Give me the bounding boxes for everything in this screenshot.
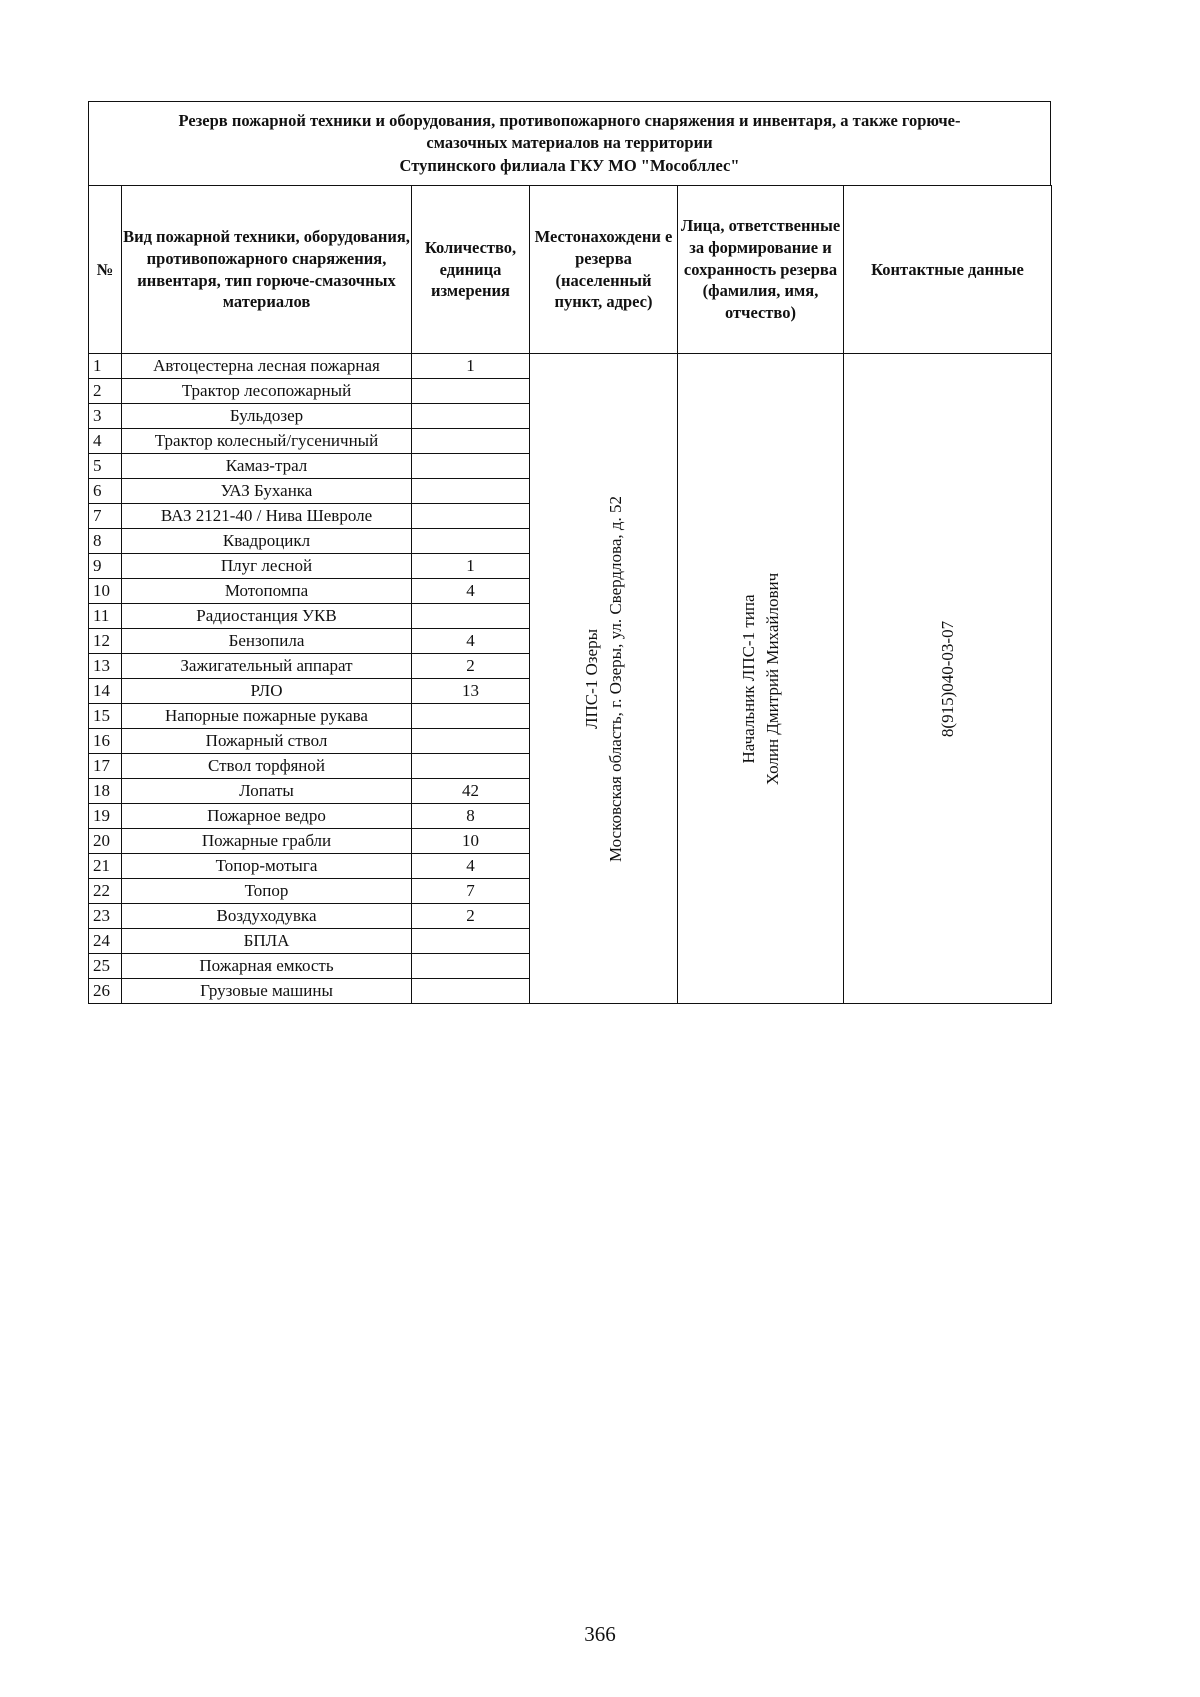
row-item: Ствол торфяной	[122, 754, 412, 779]
row-number: 6	[89, 479, 122, 504]
header-responsible: Лица, ответственные за формирование и сохранность резерва (фамилия, имя, отчество)	[678, 186, 844, 354]
row-number: 7	[89, 504, 122, 529]
row-item: ВАЗ 2121-40 / Нива Шевроле	[122, 504, 412, 529]
row-quantity	[412, 504, 530, 529]
row-item: Мотопомпа	[122, 579, 412, 604]
row-number: 26	[89, 979, 122, 1004]
row-item: Топор-мотыга	[122, 854, 412, 879]
row-number: 17	[89, 754, 122, 779]
row-quantity: 8	[412, 804, 530, 829]
row-number: 15	[89, 704, 122, 729]
row-item: Трактор лесопожарный	[122, 379, 412, 404]
location-line-1: ЛПС-1 Озеры	[581, 628, 601, 729]
row-quantity	[412, 429, 530, 454]
row-quantity	[412, 704, 530, 729]
row-quantity	[412, 479, 530, 504]
row-number: 10	[89, 579, 122, 604]
row-number: 19	[89, 804, 122, 829]
responsible-line-2: Холин Дмитрий Михайлович	[762, 572, 782, 785]
row-quantity	[412, 379, 530, 404]
row-number: 2	[89, 379, 122, 404]
row-number: 11	[89, 604, 122, 629]
row-quantity	[412, 754, 530, 779]
row-item: Напорные пожарные рукава	[122, 704, 412, 729]
table-row	[89, 354, 1052, 379]
row-item: УАЗ Буханка	[122, 479, 412, 504]
table-body	[89, 354, 1052, 1004]
row-item: Пожарный ствол	[122, 729, 412, 754]
row-quantity	[412, 979, 530, 1004]
row-item: Пожарное ведро	[122, 804, 412, 829]
row-number: 18	[89, 779, 122, 804]
responsible-line-1: Начальник ЛПС-1 типа	[738, 593, 758, 764]
row-number: 3	[89, 404, 122, 429]
row-item: Пожарная емкость	[122, 954, 412, 979]
row-number: 9	[89, 554, 122, 579]
row-item: Плуг лесной	[122, 554, 412, 579]
row-quantity: 2	[412, 654, 530, 679]
row-quantity	[412, 729, 530, 754]
row-number: 8	[89, 529, 122, 554]
row-number: 24	[89, 929, 122, 954]
row-quantity: 1	[412, 354, 530, 379]
header-number: №	[89, 186, 122, 354]
title-line-3: Ступинского филиала ГКУ МО "Мособллес"	[399, 155, 740, 175]
reserve-table	[88, 185, 1052, 1004]
row-quantity: 10	[412, 829, 530, 854]
row-number: 12	[89, 629, 122, 654]
document-title	[88, 101, 1051, 185]
row-number: 14	[89, 679, 122, 704]
row-quantity: 42	[412, 779, 530, 804]
title-line-1: Резерв пожарной техники и оборудования, противопожарного снаряжения и инвентаря, а также горюче-	[178, 111, 961, 131]
row-number: 5	[89, 454, 122, 479]
row-quantity	[412, 404, 530, 429]
row-item: БПЛА	[122, 929, 412, 954]
document-page	[88, 101, 1051, 1004]
row-quantity: 4	[412, 854, 530, 879]
row-item: Воздуходувка	[122, 904, 412, 929]
row-item: Квадроцикл	[122, 529, 412, 554]
row-quantity: 2	[412, 904, 530, 929]
row-number: 1	[89, 354, 122, 379]
row-number: 13	[89, 654, 122, 679]
location-cell	[530, 354, 678, 1004]
row-item: Лопаты	[122, 779, 412, 804]
row-item: Трактор колесный/гусеничный	[122, 429, 412, 454]
row-quantity	[412, 954, 530, 979]
row-item: Автоцестерна лесная пожарная	[122, 354, 412, 379]
row-number: 20	[89, 829, 122, 854]
row-number: 22	[89, 879, 122, 904]
header-type: Вид пожарной техники, оборудования, противопожарного снаряжения, инвентаря, тип горюче-смазочных материалов	[122, 186, 412, 354]
contact-phone: 8(915)040-03-07	[937, 620, 957, 737]
row-number: 16	[89, 729, 122, 754]
row-quantity: 4	[412, 579, 530, 604]
row-item: Бензопила	[122, 629, 412, 654]
row-item: Камаз-трал	[122, 454, 412, 479]
row-number: 25	[89, 954, 122, 979]
location-text	[580, 495, 628, 861]
page-number: 366	[584, 1622, 616, 1646]
row-number: 21	[89, 854, 122, 879]
row-quantity: 7	[412, 879, 530, 904]
header-location: Местонахождени е резерва (населенный пункт, адрес)	[530, 186, 678, 354]
contact-cell	[844, 354, 1052, 1004]
header-quantity: Количество, единица измерения	[412, 186, 530, 354]
row-quantity	[412, 929, 530, 954]
row-item: Радиостанция УКВ	[122, 604, 412, 629]
location-line-2: Московская область, г. Озеры, ул. Свердлова, д. 52	[605, 495, 625, 862]
row-item: Топор	[122, 879, 412, 904]
header-contact: Контактные данные	[844, 186, 1052, 354]
row-number: 23	[89, 904, 122, 929]
row-item: Зажигательный аппарат	[122, 654, 412, 679]
responsible-cell	[678, 354, 844, 1004]
row-quantity	[412, 454, 530, 479]
responsible-text	[737, 572, 785, 784]
row-item: РЛО	[122, 679, 412, 704]
row-item: Бульдозер	[122, 404, 412, 429]
row-item: Грузовые машины	[122, 979, 412, 1004]
row-quantity: 4	[412, 629, 530, 654]
row-quantity: 13	[412, 679, 530, 704]
table-header-row	[89, 186, 1052, 354]
row-quantity	[412, 529, 530, 554]
title-line-2: смазочных материалов на территории	[426, 133, 713, 153]
row-quantity	[412, 604, 530, 629]
row-number: 4	[89, 429, 122, 454]
row-item: Пожарные грабли	[122, 829, 412, 854]
row-quantity: 1	[412, 554, 530, 579]
